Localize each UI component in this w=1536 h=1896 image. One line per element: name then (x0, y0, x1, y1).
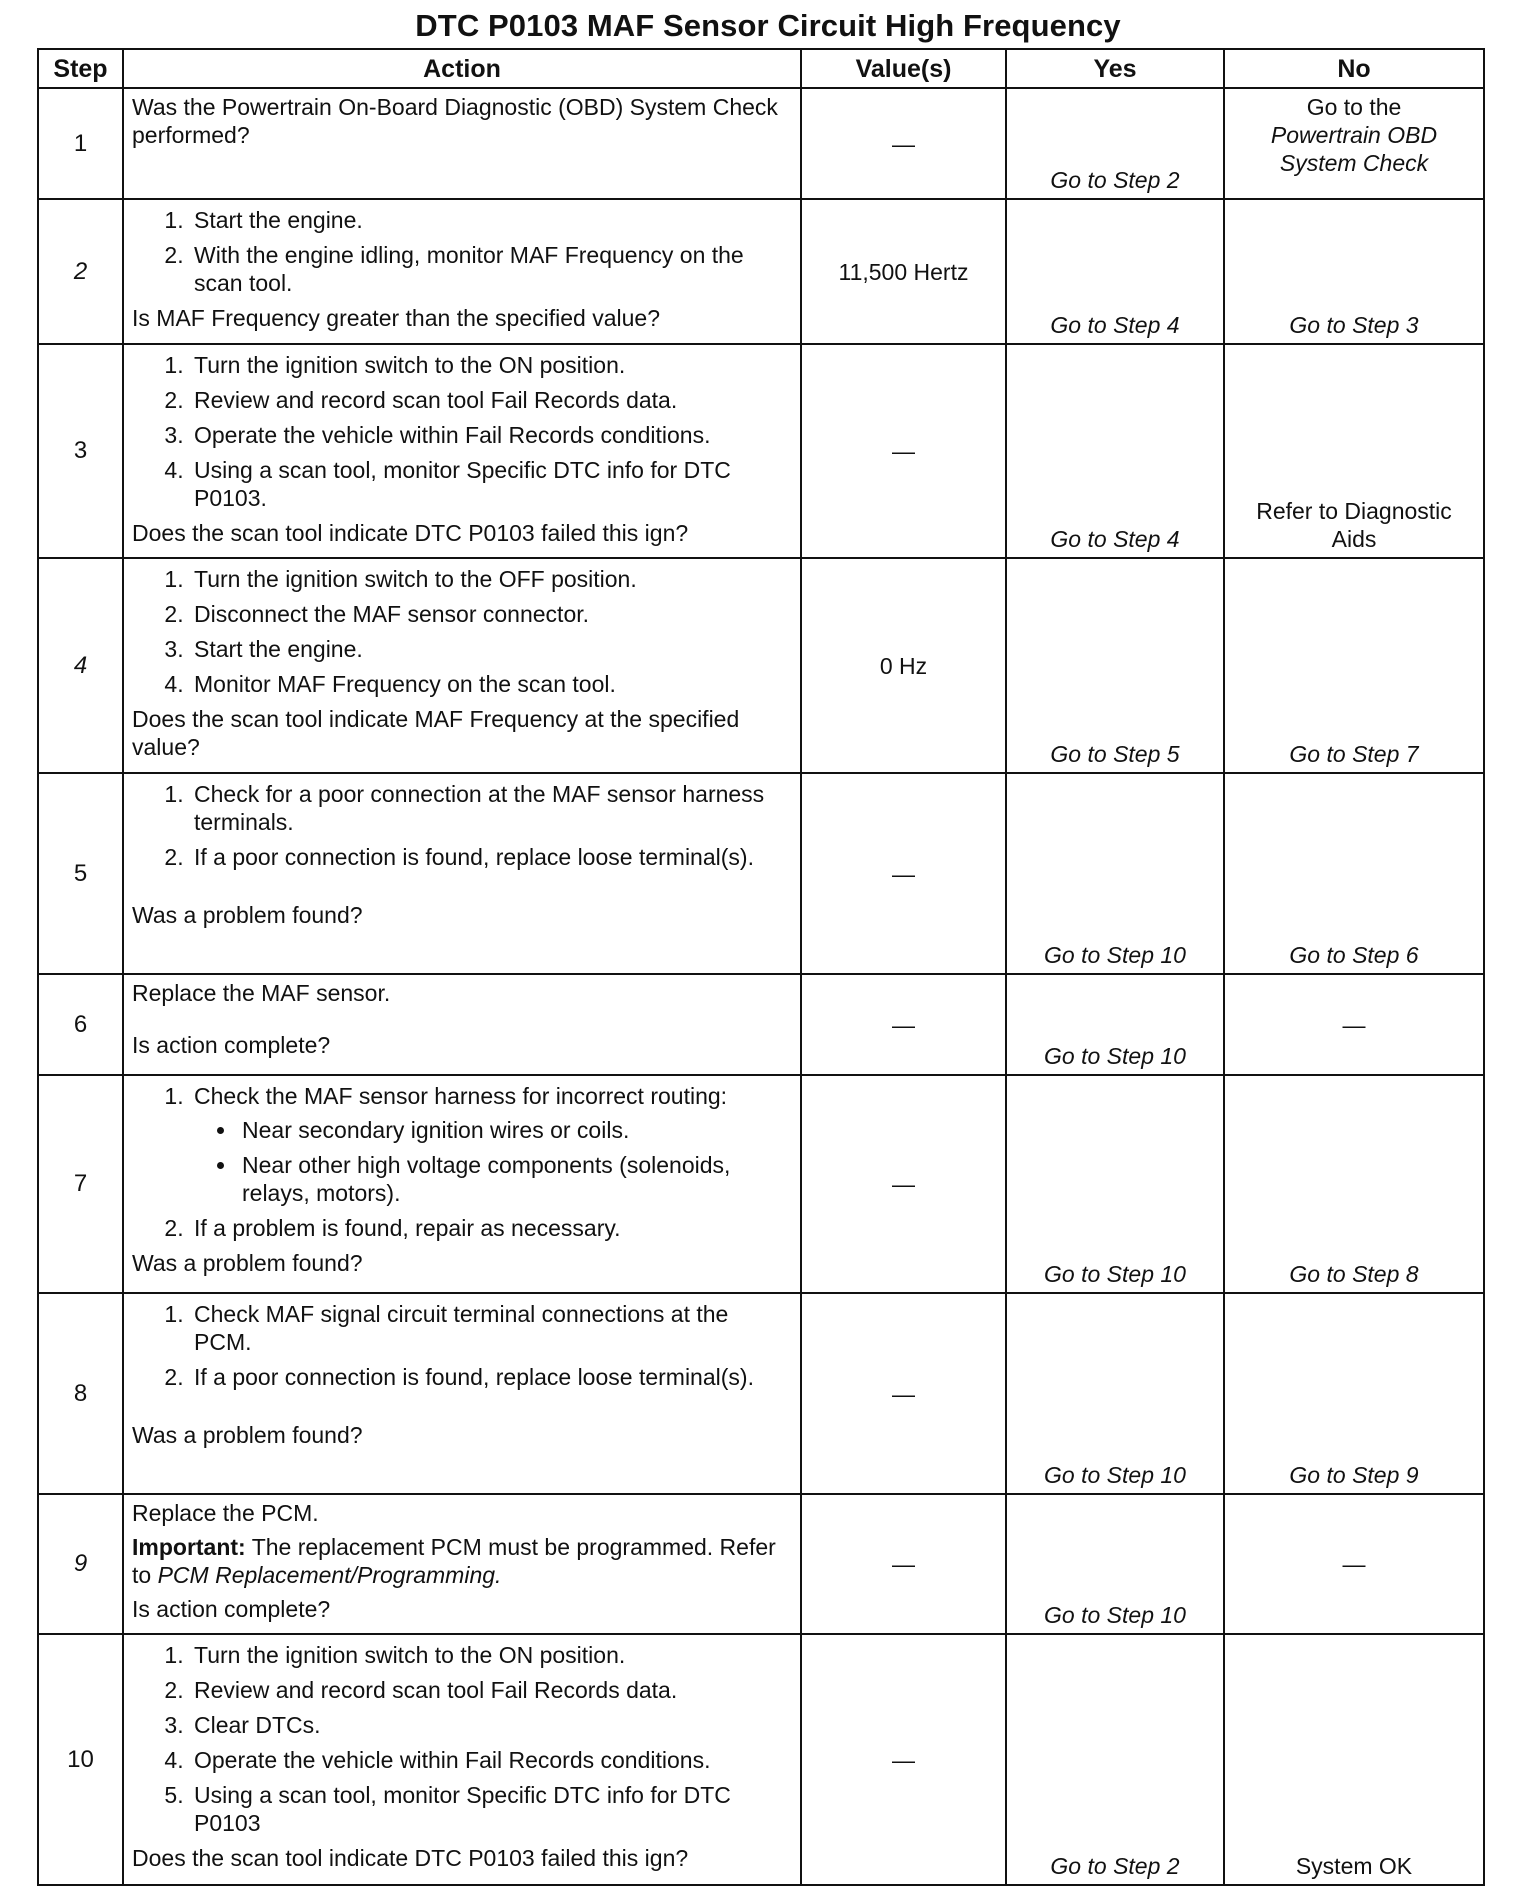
action-item: 3. Clear DTCs. (190, 1711, 792, 1739)
value-cell: — (801, 1634, 1006, 1885)
action-item: 1. Check MAF signal circuit terminal connections at the PCM. (190, 1300, 792, 1356)
action-item: 2. If a poor connection is found, replace loose terminal(s). (190, 1363, 792, 1391)
action-text: Replace the MAF sensor. (132, 980, 391, 1006)
yes-cell: Go to Step 2 (1006, 1634, 1224, 1885)
no-cell: Go to Step 6 (1224, 773, 1484, 974)
action-item: 1. Turn the ignition switch to the ON position. (190, 1641, 792, 1669)
action-item: 2. If a problem is found, repair as necessary. (190, 1214, 792, 1242)
action-text: Was the Powertrain On-Board Diagnostic (OBD) System Check performed? (132, 94, 778, 148)
table-row (38, 558, 1484, 773)
no-cell: — (1224, 1494, 1484, 1634)
action-item: 4. Operate the vehicle within Fail Records conditions. (190, 1746, 792, 1774)
header-step: Step (38, 49, 123, 88)
action-cell (123, 88, 801, 199)
action-item: 2. Review and record scan tool Fail Records data. (190, 386, 792, 414)
action-question: Does the scan tool indicate DTC P0103 failed this ign? (132, 1845, 689, 1871)
important-note (132, 1533, 792, 1589)
no-cell: Go to Step 3 (1224, 199, 1484, 344)
table-row (38, 773, 1484, 974)
action-question: Does the scan tool indicate MAF Frequency at the specified value? (132, 706, 740, 760)
table-row (38, 1634, 1484, 1885)
table-row (38, 974, 1484, 1075)
no-cell: Go to Step 9 (1224, 1293, 1484, 1494)
table-row (38, 1293, 1484, 1494)
action-cell (123, 344, 801, 558)
action-cell (123, 1293, 801, 1494)
action-question: Is action complete? (132, 1596, 331, 1622)
step-number: 1 (38, 88, 123, 199)
step-number: 9 (38, 1494, 123, 1634)
value-cell: — (801, 974, 1006, 1075)
action-text: Replace the PCM. (132, 1500, 319, 1526)
action-item-text: Check the MAF sensor harness for incorrect routing: (194, 1083, 728, 1109)
step-number: 10 (38, 1634, 123, 1885)
no-text: Go to the (1306, 94, 1402, 120)
step-number: 6 (38, 974, 123, 1075)
action-item: 1. Turn the ignition switch to the OFF position. (190, 565, 792, 593)
step-number: 7 (38, 1075, 123, 1293)
action-item: 2. With the engine idling, monitor MAF Frequency on the scan tool. (190, 241, 792, 297)
no-cell: Go to Step 8 (1224, 1075, 1484, 1293)
action-cell (123, 199, 801, 344)
action-item: 1. Turn the ignition switch to the ON position. (190, 351, 792, 379)
value-cell: 11,500 Hertz (801, 199, 1006, 344)
action-cell (123, 773, 801, 974)
yes-cell: Go to Step 10 (1006, 773, 1224, 974)
yes-cell: Go to Step 10 (1006, 974, 1224, 1075)
no-reference: Powertrain OBD System Check (1270, 122, 1438, 176)
action-cell (123, 1075, 801, 1293)
step-number: 5 (38, 773, 123, 974)
bullet-item: • Near other high voltage components (solenoids, relays, motors). (238, 1151, 792, 1207)
page-title: DTC P0103 MAF Sensor Circuit High Frequency (415, 8, 1121, 43)
action-question: Was a problem found? (132, 1422, 363, 1448)
yes-cell: Go to Step 10 (1006, 1293, 1224, 1494)
action-item: 1. Start the engine. (190, 206, 792, 234)
yes-cell: Go to Step 4 (1006, 199, 1224, 344)
action-item: 2. Review and record scan tool Fail Records data. (190, 1676, 792, 1704)
yes-cell: Go to Step 10 (1006, 1075, 1224, 1293)
header-no: No (1224, 49, 1484, 88)
no-cell: Go to Step 7 (1224, 558, 1484, 773)
value-cell: — (801, 1075, 1006, 1293)
action-cell (123, 558, 801, 773)
no-cell (1224, 88, 1484, 199)
no-cell: Refer to Diagnostic Aids (1224, 344, 1484, 558)
action-item (190, 1082, 792, 1207)
value-cell: — (801, 1494, 1006, 1634)
action-item: 4. Monitor MAF Frequency on the scan tool. (190, 670, 792, 698)
action-question: Was a problem found? (132, 902, 363, 928)
table-header-row (38, 49, 1484, 88)
header-action: Action (123, 49, 801, 88)
action-question: Was a problem found? (132, 1250, 363, 1276)
action-cell (123, 974, 801, 1075)
diagnostic-table (37, 48, 1485, 1886)
step-number: 3 (38, 344, 123, 558)
yes-cell: Go to Step 4 (1006, 344, 1224, 558)
table-row (38, 1075, 1484, 1293)
header-values: Value(s) (801, 49, 1006, 88)
important-reference: PCM Replacement/Programming. (157, 1562, 502, 1588)
no-cell: System OK (1224, 1634, 1484, 1885)
action-item: 2. Disconnect the MAF sensor connector. (190, 600, 792, 628)
value-cell: — (801, 773, 1006, 974)
action-item: 1. Check for a poor connection at the MAF sensor harness terminals. (190, 780, 792, 836)
important-label: Important: (132, 1534, 246, 1560)
action-item: 2. If a poor connection is found, replace loose terminal(s). (190, 843, 792, 871)
step-number: 4 (38, 558, 123, 773)
value-cell: — (801, 88, 1006, 199)
value-cell: — (801, 1293, 1006, 1494)
action-item: 4. Using a scan tool, monitor Specific DTC info for DTC P0103. (190, 456, 792, 512)
important-text: The replacement PCM must be programmed. Refer to (132, 1534, 776, 1588)
action-question: Does the scan tool indicate DTC P0103 failed this ign? (132, 520, 689, 546)
no-cell: — (1224, 974, 1484, 1075)
yes-cell: Go to Step 10 (1006, 1494, 1224, 1634)
action-item: 3. Operate the vehicle within Fail Records conditions. (190, 421, 792, 449)
table-row (38, 88, 1484, 199)
action-cell (123, 1634, 801, 1885)
step-number: 8 (38, 1293, 123, 1494)
yes-cell: Go to Step 5 (1006, 558, 1224, 773)
step-number: 2 (38, 199, 123, 344)
action-question: Is MAF Frequency greater than the specified value? (132, 305, 661, 331)
header-yes: Yes (1006, 49, 1224, 88)
action-item: 3. Start the engine. (190, 635, 792, 663)
value-cell: 0 Hz (801, 558, 1006, 773)
bullet-item: • Near secondary ignition wires or coils. (238, 1116, 792, 1144)
table-row (38, 199, 1484, 344)
action-question: Is action complete? (132, 1032, 331, 1058)
table-row (38, 1494, 1484, 1634)
action-cell (123, 1494, 801, 1634)
action-item: 5. Using a scan tool, monitor Specific DTC info for DTC P0103 (190, 1781, 792, 1837)
yes-cell: Go to Step 2 (1006, 88, 1224, 199)
table-row (38, 344, 1484, 558)
value-cell: — (801, 344, 1006, 558)
